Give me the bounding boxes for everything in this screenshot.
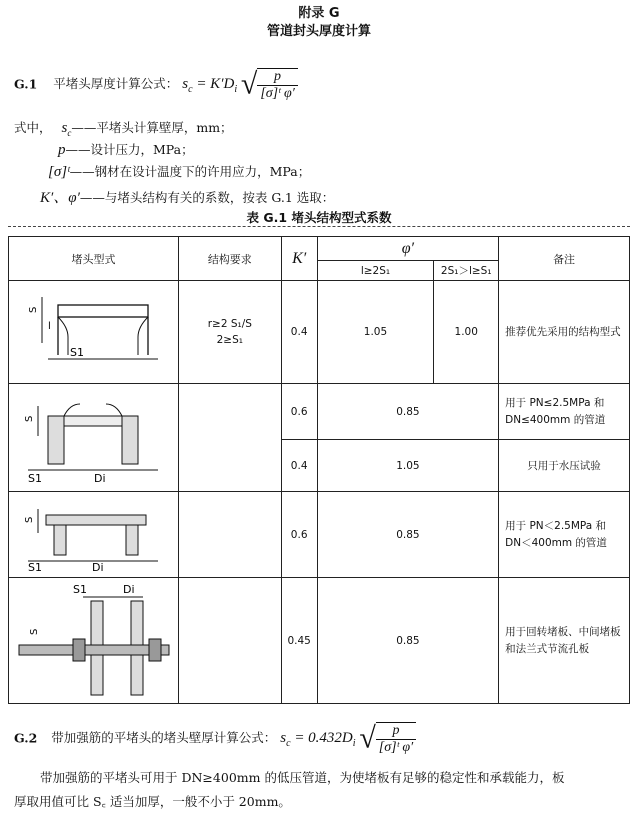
def-sigma: [σ]ᵗ——钢材在设计温度下的许用应力，MPa； [48, 164, 311, 180]
phi-cell: 0.85 [317, 384, 499, 440]
header-phi-a: l≥2S₁ [317, 261, 434, 281]
diagram-cell [9, 384, 179, 492]
g2-formula: $s_c = 0.432D_i$ √ $\frac{p}{\text{[σ]ᵗ φ′}}$ [280, 730, 416, 746]
svg-text:S: S [24, 516, 36, 523]
phi-cell: 0.85 [317, 578, 499, 704]
plug-diagram-4 [13, 579, 173, 699]
g2-line [14, 722, 416, 756]
k-cell: 0.45 [281, 578, 317, 704]
g2-text: 带加强筋的平堵头的堵头壁厚计算公式： [51, 730, 277, 746]
table-row [9, 578, 630, 704]
def-sc: 式中， $s_c——$平堵头计算壁厚，mm； [14, 120, 233, 138]
requirement-cell [178, 384, 281, 492]
svg-text:Di: Di [123, 583, 135, 596]
dashed-divider [8, 226, 630, 227]
remark-cell: 推荐优先采用的结构型式 [499, 281, 630, 384]
k-cell: 0.6 [281, 492, 317, 578]
requirement-cell [178, 492, 281, 578]
svg-text:l: l [48, 320, 52, 332]
remark-cell: 用于回转堵板、中间堵板和法兰式节流孔板 [499, 578, 630, 704]
def-p: p——设计压力，MPa； [58, 142, 194, 158]
table-header-row [9, 237, 630, 261]
diagram-cell [9, 578, 179, 704]
table-row [9, 281, 630, 384]
diagram-cell [9, 281, 179, 384]
k-cell: 0.6 [281, 384, 317, 440]
phi-cell: 1.05 [317, 440, 499, 492]
g1-label: G.1 [14, 76, 38, 92]
svg-text:S1: S1 [70, 345, 85, 359]
diagram-cell [9, 492, 179, 578]
remark-cell: 只用于水压试验 [499, 440, 630, 492]
svg-text:Di: Di [92, 561, 104, 573]
plug-diagram-3 [18, 493, 168, 573]
plug-diagram-1 [18, 283, 168, 379]
table-caption: 表 G.1 堵头结构型式系数 [246, 210, 392, 225]
coefficient-table [8, 236, 630, 704]
g1-formula: $s_c = K'D_i$ √ $\frac{p}{\text{[σ]ᵗ φ′}}$ [182, 76, 298, 92]
table-row [9, 384, 630, 440]
svg-text:S: S [29, 628, 41, 635]
k-cell: 0.4 [281, 440, 317, 492]
requirement-cell: r≥2 S₁/S 2≥S₁ [178, 281, 281, 384]
svg-text:S1: S1 [28, 472, 43, 485]
remark-cell: 用于 PN＜2.5MPa 和 DN＜400mm 的管道 [499, 492, 630, 578]
svg-text:S: S [24, 415, 36, 422]
def-k: K′、φ′——与堵头结构有关的系数，按表 G.1 选取： [40, 190, 335, 206]
requirement-cell [178, 578, 281, 704]
svg-text:S1: S1 [73, 583, 88, 596]
remark-cell: 用于 PN≤2.5MPa 和 DN≤400mm 的管道 [499, 384, 630, 440]
header-type: 堵头型式 [9, 237, 179, 281]
page-title: 管道封头厚度计算 [266, 24, 371, 39]
table-row [9, 492, 630, 578]
header-remark: 备注 [499, 237, 630, 281]
header-k: K′ [281, 237, 317, 281]
g2-paragraph-2: 厚取用值可比 S꜀ 适当加厚，一般不小于 20mm。 [14, 794, 291, 809]
header-phi: φ′ [317, 237, 499, 261]
phi-b-cell: 1.00 [434, 281, 499, 384]
g2-paragraph-1: 带加强筋的平堵头可用于 DN≥400mm 的低压管道，为使堵板有足够的稳定性和承载能力，板 [40, 770, 565, 785]
g2-label: G.2 [14, 730, 38, 746]
k-cell: 0.4 [281, 281, 317, 384]
g1-line [14, 68, 298, 102]
header-phi-b: 2S₁＞l≥S₁ [434, 261, 499, 281]
svg-text:Di: Di [94, 472, 106, 485]
appendix-label: 附录 G [298, 6, 340, 21]
svg-text:S: S [28, 306, 40, 313]
svg-text:S1: S1 [28, 561, 43, 573]
g1-text: 平堵头厚度计算公式： [53, 76, 179, 92]
phi-a-cell: 1.05 [317, 281, 434, 384]
plug-diagram-2 [18, 386, 168, 486]
header-requirement: 结构要求 [178, 237, 281, 281]
phi-cell: 0.85 [317, 492, 499, 578]
